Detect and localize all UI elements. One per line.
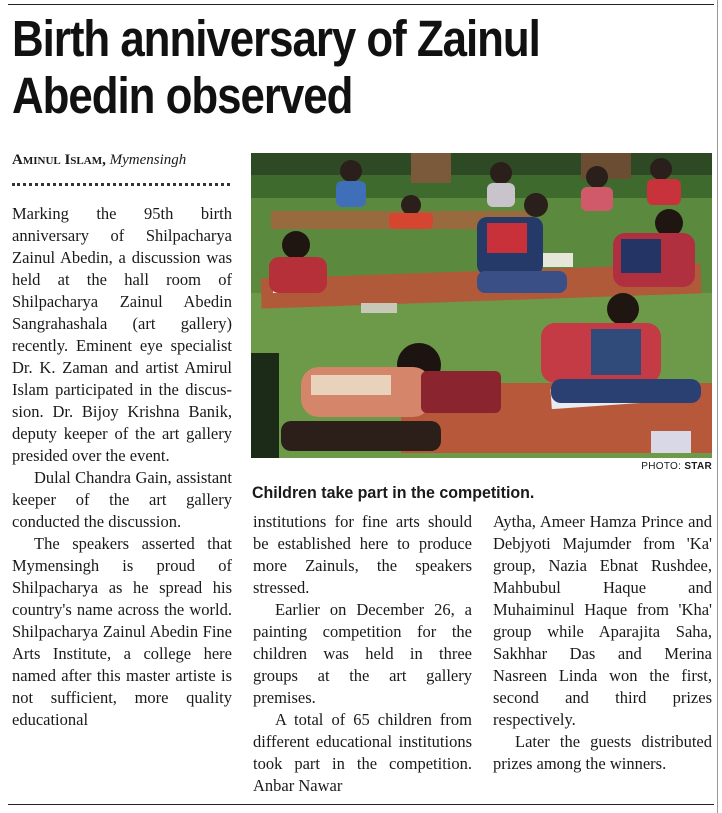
byline-location: Mymensingh <box>109 152 187 168</box>
headline <box>12 10 562 124</box>
headline-line-1: Birth anniversary of Zainul <box>12 10 540 67</box>
byline-author: Aminul Islam, <box>12 152 106 168</box>
photo-credit <box>580 461 712 472</box>
paragraph: The speakers asserted that Mymensingh is proud of Shilpacharya as he spread his country's name across the world. Shilpacharya Zainul Abedin Fine Arts Institute, a college here named after this master artiste is not sufficient, more quality educational <box>12 534 232 729</box>
byline <box>12 151 186 169</box>
top-rule <box>8 4 714 5</box>
photo-caption: Children take part in the competition. <box>252 483 535 502</box>
paragraph: Later the guests distributed prizes among the winners. <box>493 732 712 773</box>
photo-children-painting-illustration <box>251 153 712 458</box>
headline-line-2: Abedin observed <box>12 67 353 124</box>
text-column-1 <box>12 203 232 803</box>
byline-dotted-divider <box>12 173 230 186</box>
article-photo <box>251 153 712 458</box>
paragraph: institutions for fine arts should be established here to produce more Zainuls, the speakers stressed. <box>253 512 472 597</box>
text-column-3 <box>493 511 712 803</box>
paragraph: Marking the 95th birth anniversary of Shilpacharya Zainul Abedin, a discussion was held at the hall room of Shilpacharya Zainul Abedin Sangrahashala (art gallery) recently. Eminent eye specialist Dr. K. Zaman and artist Amirul Islam participated in the discussion. Dr. Bijoy Krishna Banik, deputy keeper of the art gallery presided over the event. <box>12 204 232 465</box>
photo-credit-label: PHOTO: <box>641 461 682 472</box>
paragraph: Aytha, Ameer Hamza Prince and Debjyoti Majumder from 'Ka' group, Nazia Ebnat Rushdee, Mahbubul Haque and Muhaiminul Haque from 'Kha' group while Aparajita Saha, Sakhhar Das and Merina Nasreen Linda won the first, second and third prizes respectively. <box>493 512 712 729</box>
paragraph: Earlier on December 26, a painting competition for the children was held in three groups at the art gallery premises. <box>253 600 472 707</box>
bottom-rule <box>8 804 714 805</box>
text-column-2 <box>253 511 472 803</box>
photo-credit-source: STAR <box>684 461 712 472</box>
paragraph: Dulal Chandra Gain, assistant keeper of the art gallery conducted the discussion. <box>12 468 232 531</box>
paragraph: A total of 65 children from different educational institutions took part in the competition. Anbar Nawar <box>253 710 472 795</box>
right-edge-rule <box>717 0 718 813</box>
